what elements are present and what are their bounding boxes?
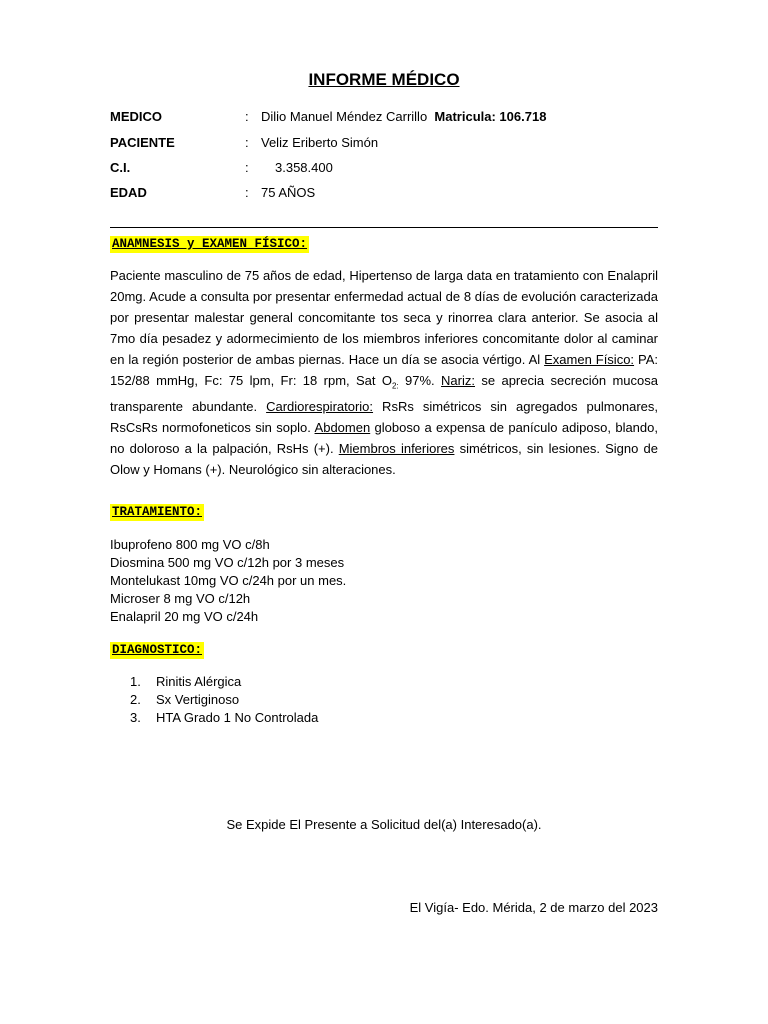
list-item: Microser 8 mg VO c/12h [110, 591, 251, 606]
anamnesis-text-5: RsRs simétricos sin agregados pulmonares, RsCsRs normofoneticos sin soplo. [110, 399, 658, 435]
ci-value: 3.358.400 [275, 160, 333, 175]
matricula: Matricula: 106.718 [434, 109, 547, 124]
miembros-label: Miembros inferiores [338, 440, 455, 456]
list-item: Diosmina 500 mg VO c/12h por 3 meses [110, 555, 345, 570]
exam-label: Examen Físico: [544, 351, 635, 367]
o2-subscript: 2: [392, 381, 399, 391]
edad-value: 75 AÑOS [261, 185, 316, 200]
medico-value: Dilio Manuel Méndez Carrillo [261, 109, 428, 124]
divider [110, 227, 658, 228]
anamnesis-text-3: 97%. [398, 372, 442, 388]
paciente-value: Veliz Eriberto Simón [261, 135, 379, 150]
list-number: 3. [130, 710, 141, 725]
paciente-label: PACIENTE [110, 135, 175, 150]
anamnesis-paragraph [110, 266, 658, 481]
medico-colon: : [245, 109, 249, 124]
nariz-label: Nariz: [441, 372, 475, 388]
ci-label: C.I. [110, 160, 131, 175]
anamnesis-text-4: se aprecia secreción mucosa transparente abundante. [110, 372, 658, 415]
list-text: Sx Vertiginoso [156, 692, 240, 707]
medico-label: MEDICO [110, 109, 162, 124]
anamnesis-text-2: PA: 152/88 mmHg, Fc: 75 lpm, Fr: 18 rpm, Sat O [110, 351, 658, 388]
list-item: Ibuprofeno 800 mg VO c/8h [110, 537, 270, 552]
list-text: Rinitis Alérgica [156, 674, 242, 689]
list-text: HTA Grado 1 No Controlada [156, 710, 319, 725]
edad-colon: : [245, 185, 249, 200]
place-date: El Vigía- Edo. Mérida, 2 de marzo del 2023 [409, 900, 658, 915]
ci-colon: : [245, 160, 249, 175]
paciente-colon: : [245, 135, 249, 150]
anamnesis-text-7: simétricos, sin lesiones. Signo de Olow y Homans (+). Neurológico sin alteraciones. [110, 440, 658, 477]
anamnesis-text-1: Paciente masculino de 75 años de edad, Hipertenso de larga data en tratamiento con Enalapril 20mg. Acude a consulta por presentar enfermedad actual de 8 días de evolución caracterizada por presentar malestar general concomitante tos seca y rinorrea clara anterior. Se asocia al 7mo día pesadez y adormecimiento de los miembros inferiores concomitante dolor al caminar en la región posterior de ambas piernas. Hace un día se asocia vértigo. Al [110, 268, 658, 367]
list-number: 1. [130, 674, 141, 689]
list-number: 2. [130, 692, 141, 707]
list-item: Enalapril 20 mg VO c/24h [110, 609, 259, 624]
cardio-label: Cardiorespiratorio: [266, 399, 374, 415]
page-title: INFORME MÉDICO [308, 70, 460, 89]
anamnesis-heading: ANAMNESIS y EXAMEN FÍSICO: [112, 237, 308, 251]
medico-value-group [261, 108, 546, 126]
anamnesis-text-6: globoso a expensa de panículo adiposo, blando, no doloroso a la palpación, RsHs (+). [110, 419, 658, 456]
edad-label: EDAD [110, 185, 147, 200]
request-statement: Se Expide El Presente a Solicitud del(a) Interesado(a). [226, 817, 542, 832]
tratamiento-heading: TRATAMIENTO: [112, 505, 203, 519]
abdomen-label: Abdomen [314, 419, 371, 435]
diagnostico-heading: DIAGNOSTICO: [112, 643, 203, 657]
list-item: Montelukast 10mg VO c/24h por un mes. [110, 573, 347, 588]
tratamiento-list [110, 536, 346, 626]
